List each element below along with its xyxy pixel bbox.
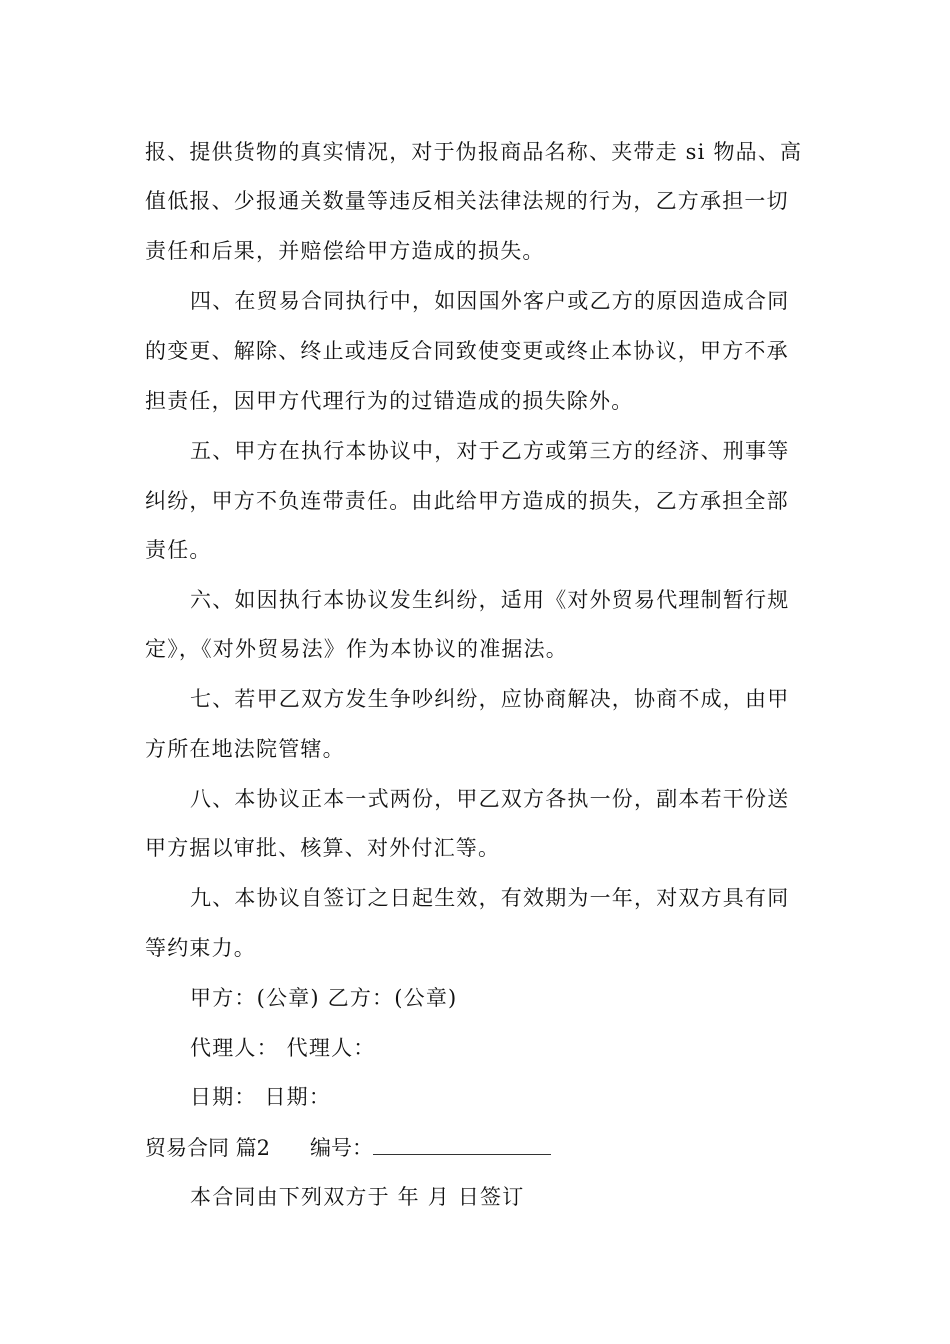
contract-number-label: 编号： <box>310 1136 374 1160</box>
contract-number-blank <box>373 1132 551 1155</box>
paragraph-line: 责任。 <box>145 538 212 562</box>
paragraph-line: 的变更、解除、终止或违反合同致使变更或终止本协议，甲方不承 <box>145 339 789 363</box>
contract-title: 贸易合同 篇2 <box>145 1136 271 1160</box>
clause-six-line: 六、如因执行本协议发生纠纷，适用《对外贸易代理制暂行规 <box>190 588 790 612</box>
paragraph-line: 报、提供货物的真实情况，对于伪报商品名称、夹带走 si 物品、高 <box>145 140 803 164</box>
agent-line: 代理人： 代理人： <box>190 1036 376 1060</box>
paragraph-line: 责任和后果，并赔偿给甲方造成的损失。 <box>145 239 545 263</box>
paragraph-line: 担责任，因甲方代理行为的过错造成的损失除外。 <box>145 389 634 413</box>
paragraph-line: 甲方据以审批、核算、对外付汇等。 <box>145 836 501 860</box>
contract-heading <box>145 1132 551 1163</box>
party-seal-line: 甲方：(公章) 乙方：(公章) <box>190 986 458 1010</box>
paragraph-line: 纠纷，甲方不负连带责任。由此给甲方造成的损失，乙方承担全部 <box>145 489 789 513</box>
clause-nine-line: 九、本协议自签订之日起生效，有效期为一年，对双方具有同 <box>190 886 790 910</box>
contract-intro-line: 本合同由下列双方于 年 月 日签订 <box>190 1185 525 1209</box>
clause-seven-line: 七、若甲乙双方发生争吵纠纷，应协商解决，协商不成，由甲 <box>190 687 790 711</box>
paragraph-line: 定》，《对外贸易法》作为本协议的准据法。 <box>145 637 568 661</box>
paragraph-line: 方所在地法院管辖。 <box>145 737 345 761</box>
clause-eight-line: 八、本协议正本一式两份，甲乙双方各执一份，副本若干份送 <box>190 787 790 811</box>
date-line: 日期： 日期： <box>190 1085 332 1109</box>
clause-five-line: 五、甲方在执行本协议中，对于乙方或第三方的经济、刑事等 <box>190 439 790 463</box>
paragraph-line: 值低报、少报通关数量等违反相关法律法规的行为，乙方承担一切 <box>145 189 789 213</box>
clause-four-line: 四、在贸易合同执行中，如因国外客户或乙方的原因造成合同 <box>190 289 790 313</box>
paragraph-line: 等约束力。 <box>145 936 256 960</box>
